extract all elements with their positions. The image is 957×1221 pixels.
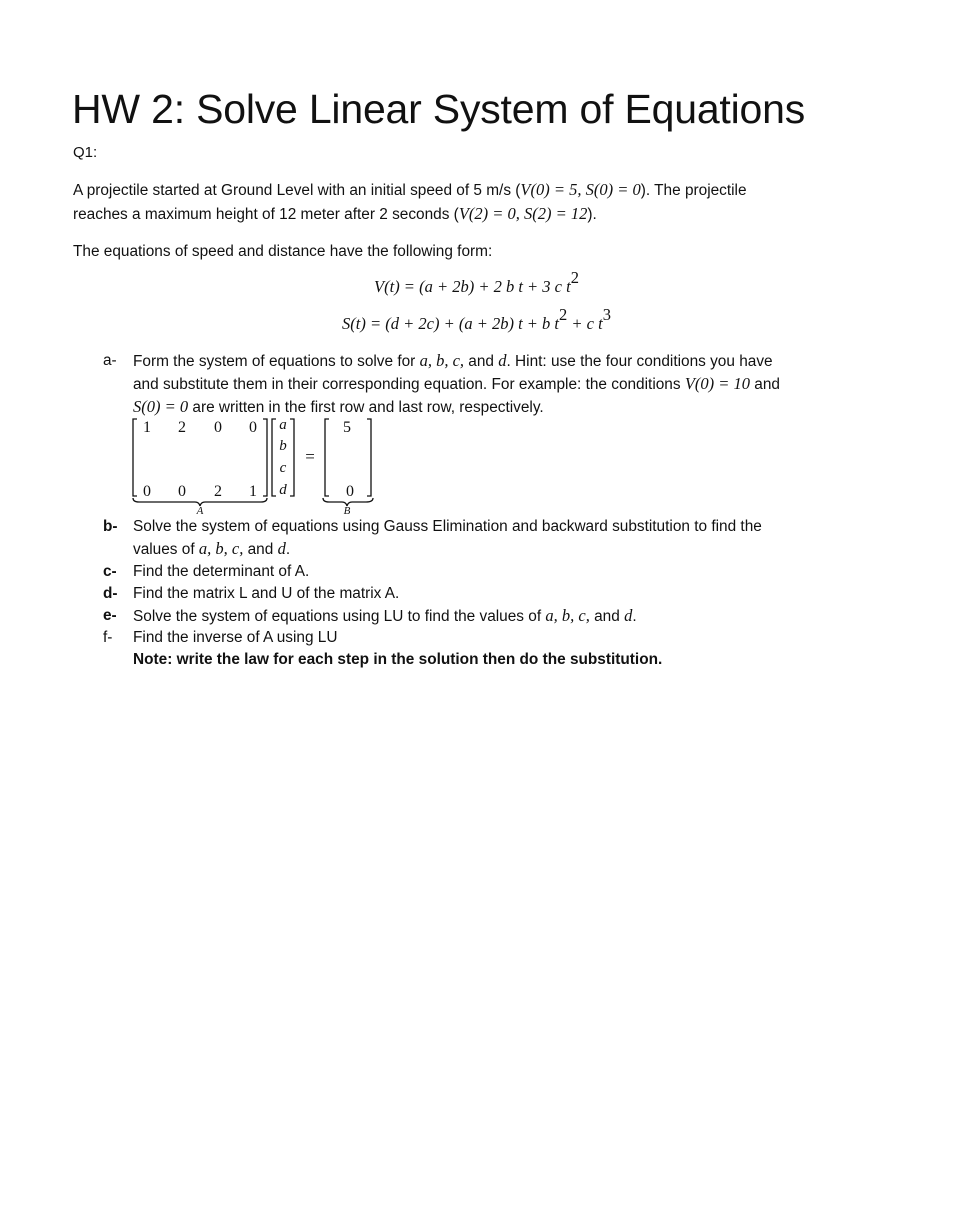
vector-b-label: B (343, 505, 351, 517)
intro-paragraph (73, 178, 853, 226)
matrix-a-entry: 0 (178, 483, 186, 500)
list-item-e: e- Solve the system of equations using LU to find the values of a, b, c, and d. (103, 606, 637, 625)
vector-x-right-bracket (290, 419, 294, 496)
matrix-a-entry: 0 (143, 483, 151, 500)
vector-b-entry: 0 (346, 483, 354, 500)
item-marker: d- (103, 585, 118, 602)
vector-b-entry: 5 (343, 419, 351, 436)
vector-x-entry: b (279, 438, 287, 454)
page-title: HW 2: Solve Linear System of Equations (72, 86, 806, 132)
intro-line-1: A projectile started at Ground Level with an initial speed of 5 m/s (V(0) = 5, S(0) = 0). The projectile (73, 180, 747, 199)
distance-equation: S(t) = (d + 2c) + (a + 2b) t + b $t^2 + c$ $t^3$ (342, 304, 611, 333)
vector-b-right-bracket (367, 419, 371, 496)
note-text: Note: write the law for each step in the solution then do the substitution. (133, 651, 663, 668)
list-item-d: d- Find the matrix L and U of the matrix A. (103, 583, 863, 605)
vector-b-left-bracket (325, 419, 329, 496)
matrix-a-entry: 2 (214, 483, 222, 500)
form-sentence: The equations of speed and distance have the following form: (73, 243, 493, 260)
item-marker: c- (103, 563, 117, 580)
list-item-f: f- Find the inverse of A using LU Note: write the law for each step in the solution then do the substitution. (103, 627, 863, 671)
vector-x-entry: a (279, 417, 287, 433)
list-item-b: b- Solve the system of equations using Gauss Elimination and backward substitution to find the values of a, b, c, and d. (103, 518, 762, 558)
matrix-a-entry: 1 (249, 483, 257, 500)
speed-equation: V(t) = (a + 2b) + 2 b t + 3 c $t^2$ (374, 267, 579, 296)
matrix-a-label: A (196, 505, 204, 517)
list-item-a: a- Form the system of equations to solve for a, b, c, and d. Hint: use the four conditions you have and substitute them in their corresponding equation. For example: the conditions V(0) = 10 and S(0) = 0 are written in the first row and last row, respectively. (103, 351, 780, 416)
matrix-equation (125, 412, 385, 520)
item-marker: a- (103, 352, 117, 369)
item-marker: e- (103, 607, 117, 624)
matrix-a-entry: 0 (249, 419, 257, 436)
list-item-c: c- Find the determinant of A. (103, 561, 863, 583)
vector-x-entry: c (279, 460, 287, 476)
item-marker: f- (103, 629, 113, 646)
matrix-a-right-bracket (263, 419, 267, 496)
matrix-a-left-bracket (133, 419, 137, 496)
vector-x-left-bracket (272, 419, 276, 496)
equals-sign: = (305, 447, 315, 466)
item-marker: b- (103, 518, 118, 535)
matrix-a-entry: 2 (178, 419, 186, 436)
vector-x-entry: d (279, 482, 287, 498)
question-label: Q1: (73, 144, 98, 161)
matrix-a-entry: 1 (143, 419, 151, 436)
intro-line-2: reaches a maximum height of 12 meter after 2 seconds (V(2) = 0, S(2) = 12). (73, 204, 597, 223)
matrix-a-entry: 0 (214, 419, 222, 436)
